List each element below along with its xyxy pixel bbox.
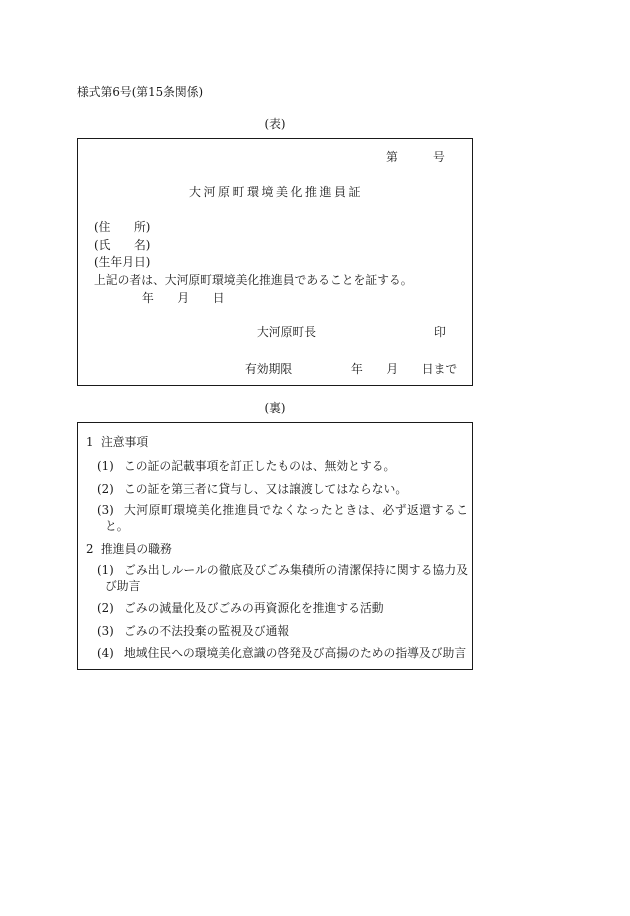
section-number: 1 [86, 435, 94, 449]
certification-statement: 上記の者は、大河原町環境美化推進員であることを証する。 [94, 273, 413, 287]
item-number: (1) [97, 563, 114, 577]
item-text: この証の記載事項を訂正したものは、無効とする。 [124, 459, 396, 473]
item-number: (1) [97, 459, 114, 473]
front-side-label: (表) [264, 117, 286, 131]
validity-date: 年 月 日まで [351, 362, 458, 376]
back-side-label: (裏) [264, 401, 286, 415]
certificate-back-box [77, 422, 473, 670]
address-field-label: (住 所) [94, 220, 151, 234]
name-field-label: (氏 名) [94, 238, 151, 252]
birthdate-field-label: (生年月日) [94, 255, 151, 269]
item-text: 地域住民への環境美化意識の啓発及び高揚のための指導及び助言 [124, 646, 467, 660]
section-heading: 注意事項 [101, 435, 149, 449]
certificate-number-prefix: 第 [386, 150, 398, 164]
item-text: ごみの減量化及びごみの再資源化を推進する活動 [124, 601, 384, 615]
issue-date: 年 月 日 [142, 291, 225, 305]
section-number: 2 [86, 542, 94, 556]
item-text: 大河原町環境美化推進員でなくなったときは、必ず返還するこ [124, 503, 468, 517]
item-text: ごみの不法投棄の監視及び通報 [124, 624, 290, 638]
item-text: この証を第三者に貸与し、又は譲渡してはならない。 [124, 482, 408, 496]
certificate-front-box [77, 138, 473, 386]
issuer-title: 大河原町長 [257, 325, 316, 339]
certificate-title: 大河原町環境美化推進員証 [188, 185, 363, 199]
item-number: (4) [97, 646, 114, 660]
certificate-number-suffix: 号 [433, 150, 445, 164]
validity-label: 有効期限 [245, 362, 293, 376]
item-text: ごみ出しルールの徹底及びごみ集積所の清潔保持に関する協力及 [124, 563, 468, 577]
item-number: (3) [97, 503, 114, 517]
item-text-continuation: び助言 [105, 579, 141, 593]
form-number-label: 様式第6号(第15条関係) [77, 85, 204, 99]
section-heading: 推進員の職務 [101, 542, 172, 556]
item-number: (2) [97, 482, 114, 496]
seal-mark: 印 [434, 325, 446, 339]
item-number: (3) [97, 624, 114, 638]
item-number: (2) [97, 601, 114, 615]
item-text-continuation: と。 [105, 519, 129, 533]
